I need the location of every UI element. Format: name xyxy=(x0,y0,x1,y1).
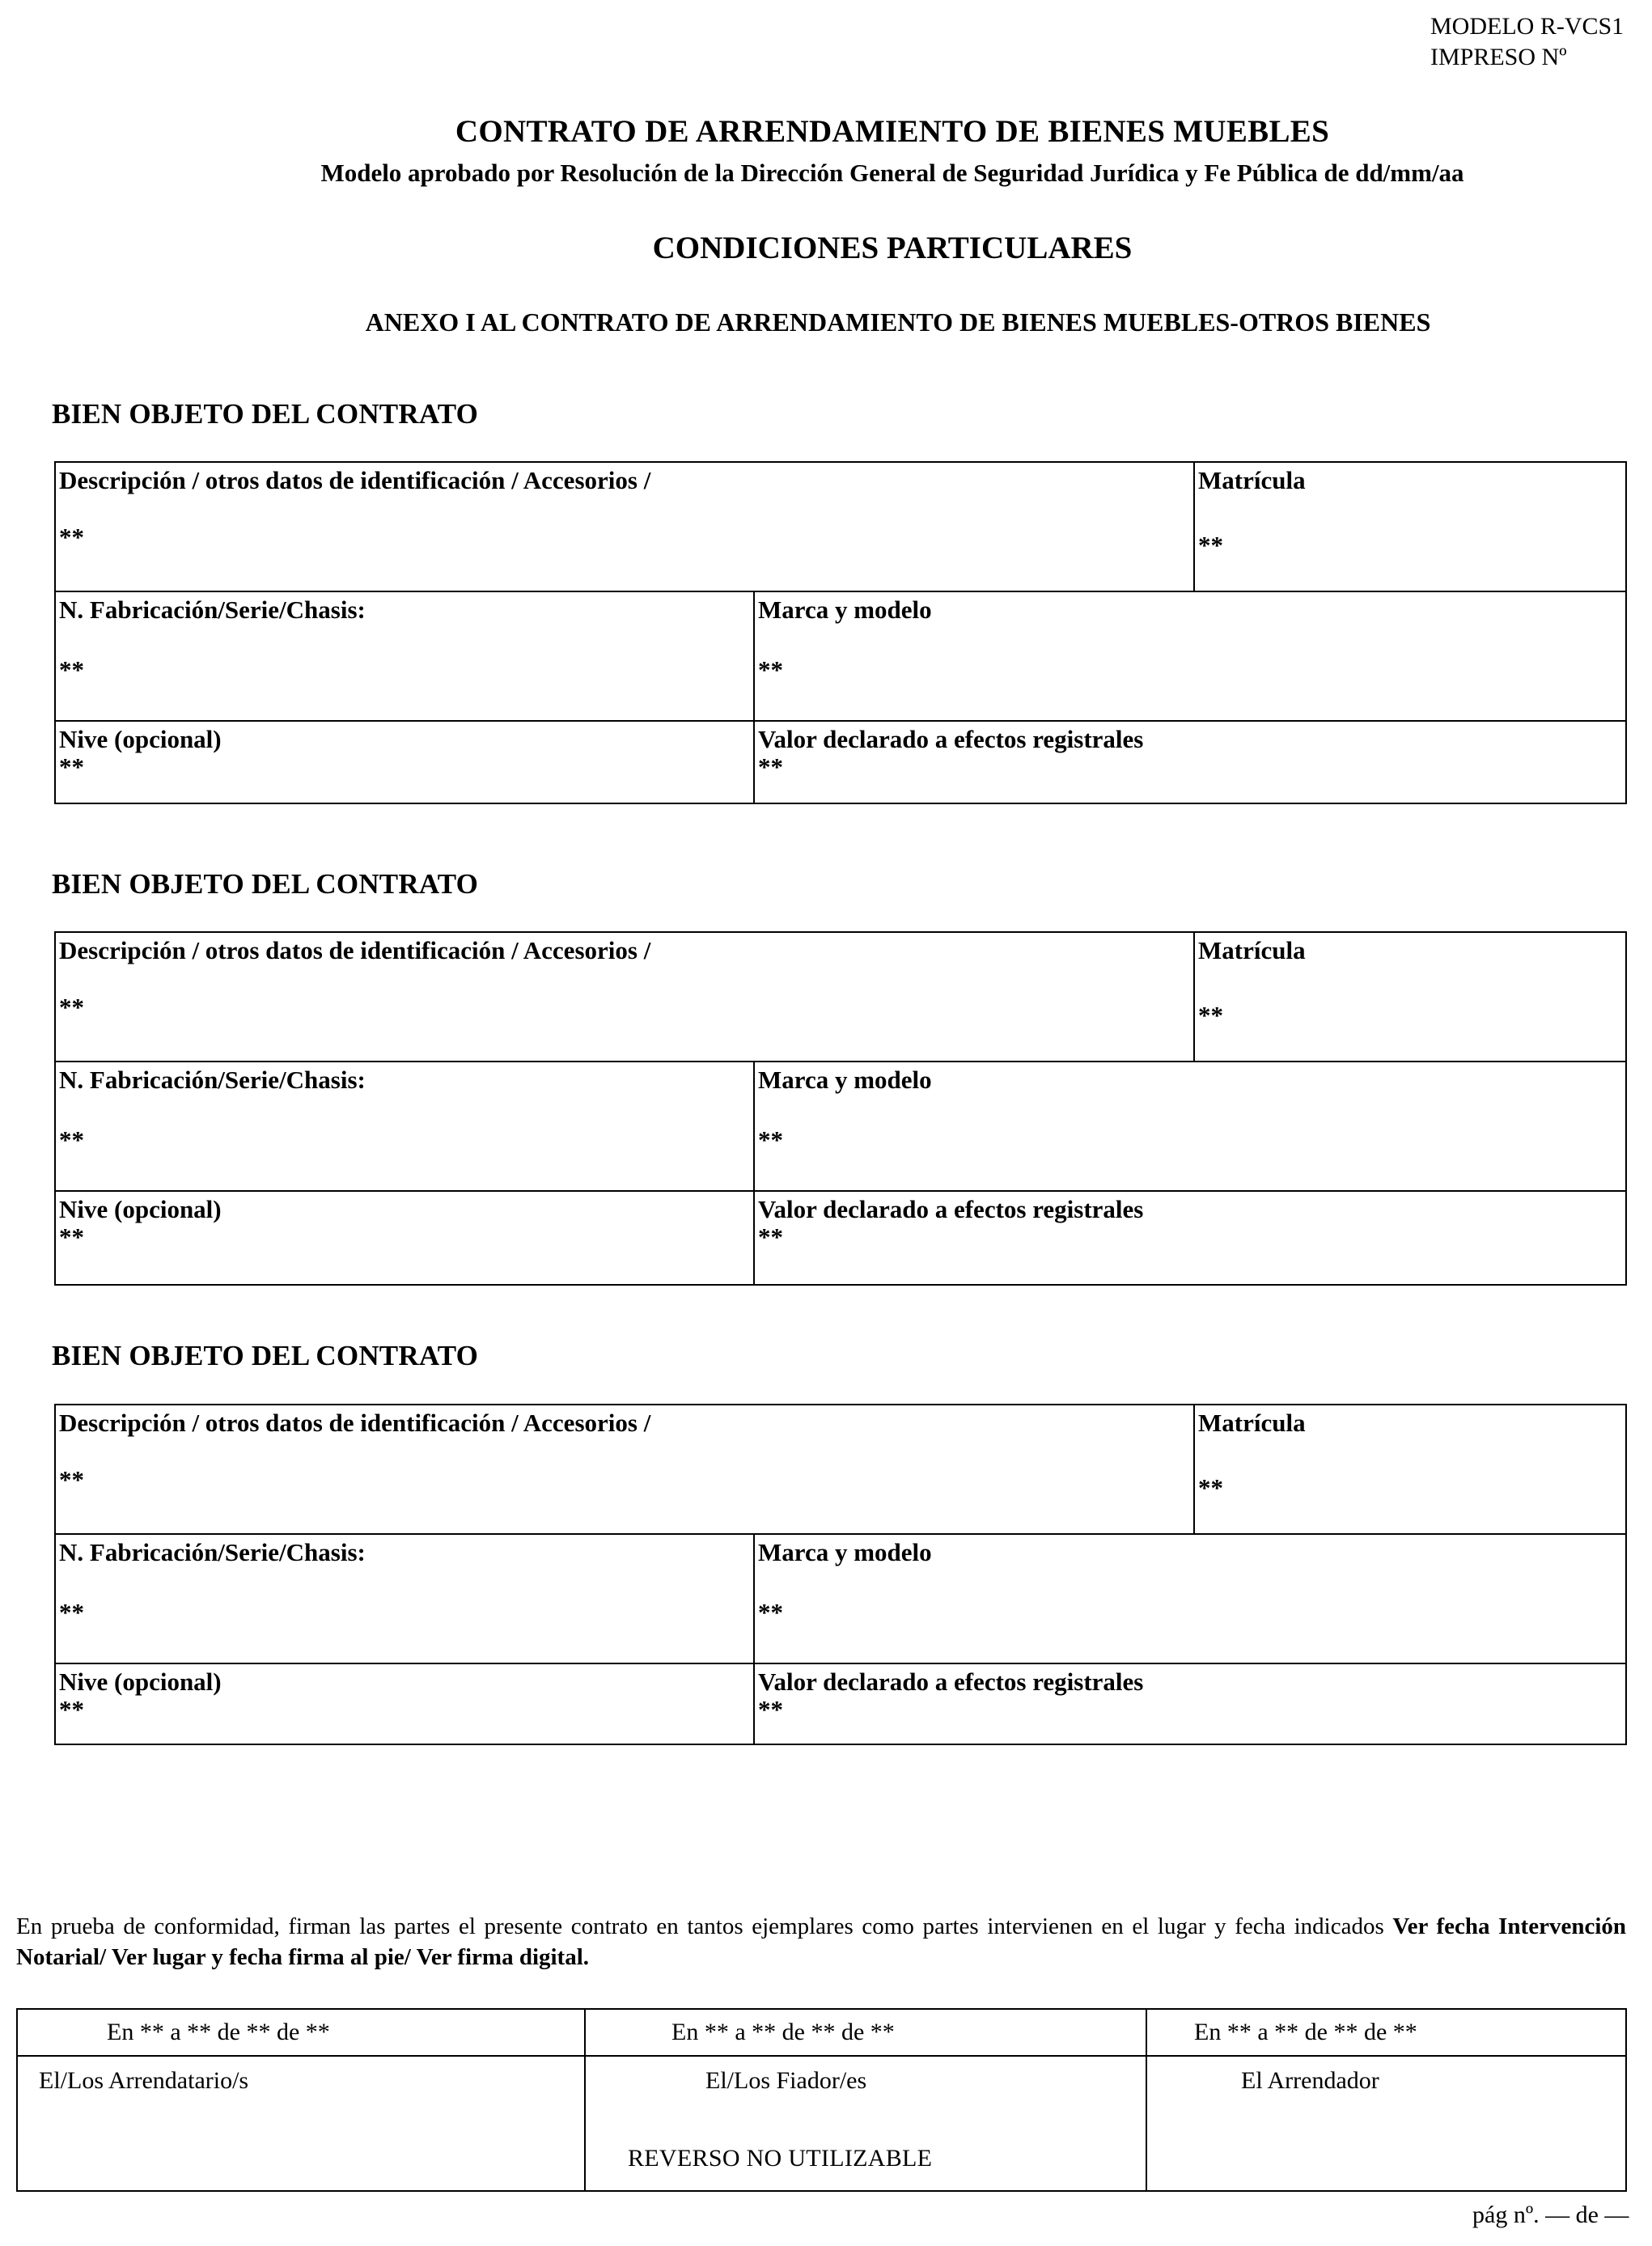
valor-cell xyxy=(753,1192,1625,1284)
descripcion-value[interactable]: ** xyxy=(59,993,84,1021)
matricula-value[interactable]: ** xyxy=(1198,531,1223,559)
matricula-value[interactable]: ** xyxy=(1198,1001,1223,1029)
valor-value[interactable]: ** xyxy=(758,1223,783,1251)
fabricacion-value[interactable]: ** xyxy=(59,1598,84,1626)
marca-cell xyxy=(753,1535,1625,1663)
nive-cell xyxy=(56,722,753,803)
bien-row-fabricacion xyxy=(56,1535,1625,1664)
marca-label: Marca y modelo xyxy=(758,1066,932,1094)
nive-value[interactable]: ** xyxy=(59,752,84,781)
matricula-cell xyxy=(1193,1405,1625,1533)
model-code-block xyxy=(1430,11,1624,73)
fabricacion-value[interactable]: ** xyxy=(59,655,84,684)
descripcion-value[interactable]: ** xyxy=(59,523,84,551)
descripcion-cell xyxy=(56,463,1193,591)
valor-label: Valor declarado a efectos registrales xyxy=(758,725,1144,753)
bien-row-descripcion xyxy=(56,1405,1625,1535)
nive-cell xyxy=(56,1192,753,1284)
signature-party-label: El/Los Fiador/es xyxy=(705,2067,867,2094)
signature-column-fiador xyxy=(584,2010,1146,2190)
bien-row-descripcion xyxy=(56,933,1625,1062)
bien-row-nive xyxy=(56,722,1625,803)
signature-date[interactable]: En ** a ** de ** de ** xyxy=(671,2019,895,2045)
reverse-not-usable-note: REVERSO NO UTILIZABLE xyxy=(628,2145,933,2172)
nive-label: Nive (opcional) xyxy=(59,725,222,753)
nive-value[interactable]: ** xyxy=(59,1223,84,1251)
valor-cell xyxy=(753,722,1625,803)
section-title: CONDICIONES PARTICULARES xyxy=(652,231,1133,265)
descripcion-label: Descripción / otros datos de identificación / Accesorios / xyxy=(59,466,651,494)
nive-label: Nive (opcional) xyxy=(59,1195,222,1223)
matricula-cell xyxy=(1193,463,1625,591)
document-subtitle: Modelo aprobado por Resolución de la Dirección General de Seguridad Jurídica y Fe Pública de dd/mm/aa xyxy=(320,159,1464,187)
nive-value[interactable]: ** xyxy=(59,1695,84,1723)
valor-cell xyxy=(753,1664,1625,1744)
bien-heading: BIEN OBJETO DEL CONTRATO xyxy=(52,1340,479,1371)
valor-value[interactable]: ** xyxy=(758,752,783,781)
conformity-bold-text: Ver fecha Intervención Notarial/ Ver lugar y fecha firma al pie/ Ver firma digital. xyxy=(16,1913,1627,1970)
bien-table xyxy=(54,461,1627,804)
bien-row-nive xyxy=(56,1192,1625,1284)
fabricacion-label: N. Fabricación/Serie/Chasis: xyxy=(59,595,366,624)
signature-column-arrendador xyxy=(1146,2010,1625,2190)
print-number-label: IMPRESO Nº xyxy=(1430,44,1567,70)
matricula-label: Matrícula xyxy=(1198,936,1306,964)
model-code: MODELO R-VCS1 xyxy=(1430,13,1624,40)
valor-value[interactable]: ** xyxy=(758,1695,783,1723)
fabricacion-label: N. Fabricación/Serie/Chasis: xyxy=(59,1538,366,1566)
valor-label: Valor declarado a efectos registrales xyxy=(758,1668,1144,1696)
bien-row-descripcion xyxy=(56,463,1625,592)
fabricacion-cell xyxy=(56,1062,753,1190)
marca-cell xyxy=(753,1062,1625,1190)
marca-cell xyxy=(753,592,1625,720)
document-title: CONTRATO DE ARRENDAMIENTO DE BIENES MUEBLES xyxy=(455,114,1330,149)
conformity-text: En prueba de conformidad, firman las partes el presente contrato en tantos ejemplares como partes intervienen en el lugar y fecha indicados xyxy=(16,1913,1393,1939)
descripcion-label: Descripción / otros datos de identificación / Accesorios / xyxy=(59,1409,651,1437)
fabricacion-value[interactable]: ** xyxy=(59,1125,84,1154)
signature-table xyxy=(16,2008,1627,2192)
nive-label: Nive (opcional) xyxy=(59,1668,222,1696)
marca-value[interactable]: ** xyxy=(758,1598,783,1626)
marca-value[interactable]: ** xyxy=(758,655,783,684)
conformity-paragraph xyxy=(16,1911,1626,1973)
valor-label: Valor declarado a efectos registrales xyxy=(758,1195,1144,1223)
matricula-label: Matrícula xyxy=(1198,466,1306,494)
bien-row-nive xyxy=(56,1664,1625,1744)
fabricacion-cell xyxy=(56,1535,753,1663)
marca-label: Marca y modelo xyxy=(758,1538,932,1566)
signature-date[interactable]: En ** a ** de ** de ** xyxy=(1194,2019,1417,2045)
signature-date[interactable]: En ** a ** de ** de ** xyxy=(107,2019,330,2045)
marca-label: Marca y modelo xyxy=(758,595,932,624)
fabricacion-cell xyxy=(56,592,753,720)
descripcion-cell xyxy=(56,933,1193,1061)
fabricacion-label: N. Fabricación/Serie/Chasis: xyxy=(59,1066,366,1094)
matricula-label: Matrícula xyxy=(1198,1409,1306,1437)
descripcion-cell xyxy=(56,1405,1193,1533)
marca-value[interactable]: ** xyxy=(758,1125,783,1154)
nive-cell xyxy=(56,1664,753,1744)
descripcion-value[interactable]: ** xyxy=(59,1465,84,1494)
signature-column-arrendatario xyxy=(18,2010,584,2190)
annex-title: ANEXO I AL CONTRATO DE ARRENDAMIENTO DE BIENES MUEBLES-OTROS BIENES xyxy=(365,307,1431,337)
bien-table xyxy=(54,931,1627,1286)
bien-row-fabricacion xyxy=(56,1062,1625,1192)
signature-party-label: El Arrendador xyxy=(1241,2067,1379,2094)
bien-row-fabricacion xyxy=(56,592,1625,722)
bien-heading: BIEN OBJETO DEL CONTRATO xyxy=(52,868,479,900)
signature-party-label: El/Los Arrendatario/s xyxy=(39,2067,249,2094)
page-number: pág nº. — de — xyxy=(1472,2202,1629,2228)
bien-table xyxy=(54,1404,1627,1745)
descripcion-label: Descripción / otros datos de identificación / Accesorios / xyxy=(59,936,651,964)
matricula-value[interactable]: ** xyxy=(1198,1473,1223,1502)
bien-heading: BIEN OBJETO DEL CONTRATO xyxy=(52,398,479,430)
matricula-cell xyxy=(1193,933,1625,1061)
